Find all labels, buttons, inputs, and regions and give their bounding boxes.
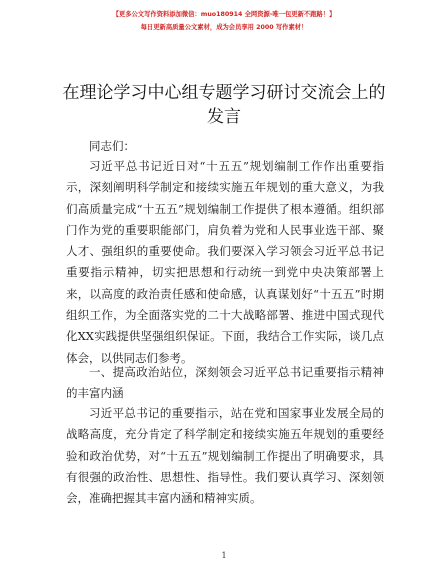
body-paragraph-intro: 习近平总书记近日对“十五五”规划编制工作作出重要指示，深刻阐明科学制定和接续实施五年规划的重大意义，为我们高质量完成“十五五”规划编制工作提供了根本遵循。组织部门作为党的重要职能部门，肩负着为党和人民事业选干部、聚人才、强组织的重要使命。我们要深入学习领会习近平总书记重要指示精神，切实把思想和行动统一到党中央决策部署上来，以高度的政治责任感和使命感，认真谋划好“十五五”时期组织工作，为全面落实党的二十大战略部署、推进中国式现代化XX实践提供坚强组织保证。下面，我结合工作实际，谈几点体会，以供同志们参考。 [66,159,384,365]
salutation: 同志们： [89,139,135,153]
page-number: 1 [221,551,227,560]
section-heading-1: 一、提高政治站位，深刻领会习近平总书记重要指示精神的丰富内涵 [66,365,384,401]
promo-banner-line-2: 每日更新高质量公文素材，成为会员享用 2000 写作素材！ [140,24,308,31]
body-paragraph-section-1: 习近平总书记的重要指示，站在党和国家事业发展全局的战略高度，充分肯定了科学制定和接续实施五年规划的重要经验和政治优势，对“十五五”规划编制工作提出了明确要求，具有很强的政治性、思想性、指导性。我们要认真学习、深刻领会，准确把握其丰富内涵和精神实质。 [66,406,384,506]
document-title: 在理论学习中心组专题学习研讨交流会上的发言 [62,83,386,127]
promo-banner-line-1: 【更多公文写作资料添加微信：muo180914 全网资源-唯一包更新不跑路！】 [112,11,336,18]
